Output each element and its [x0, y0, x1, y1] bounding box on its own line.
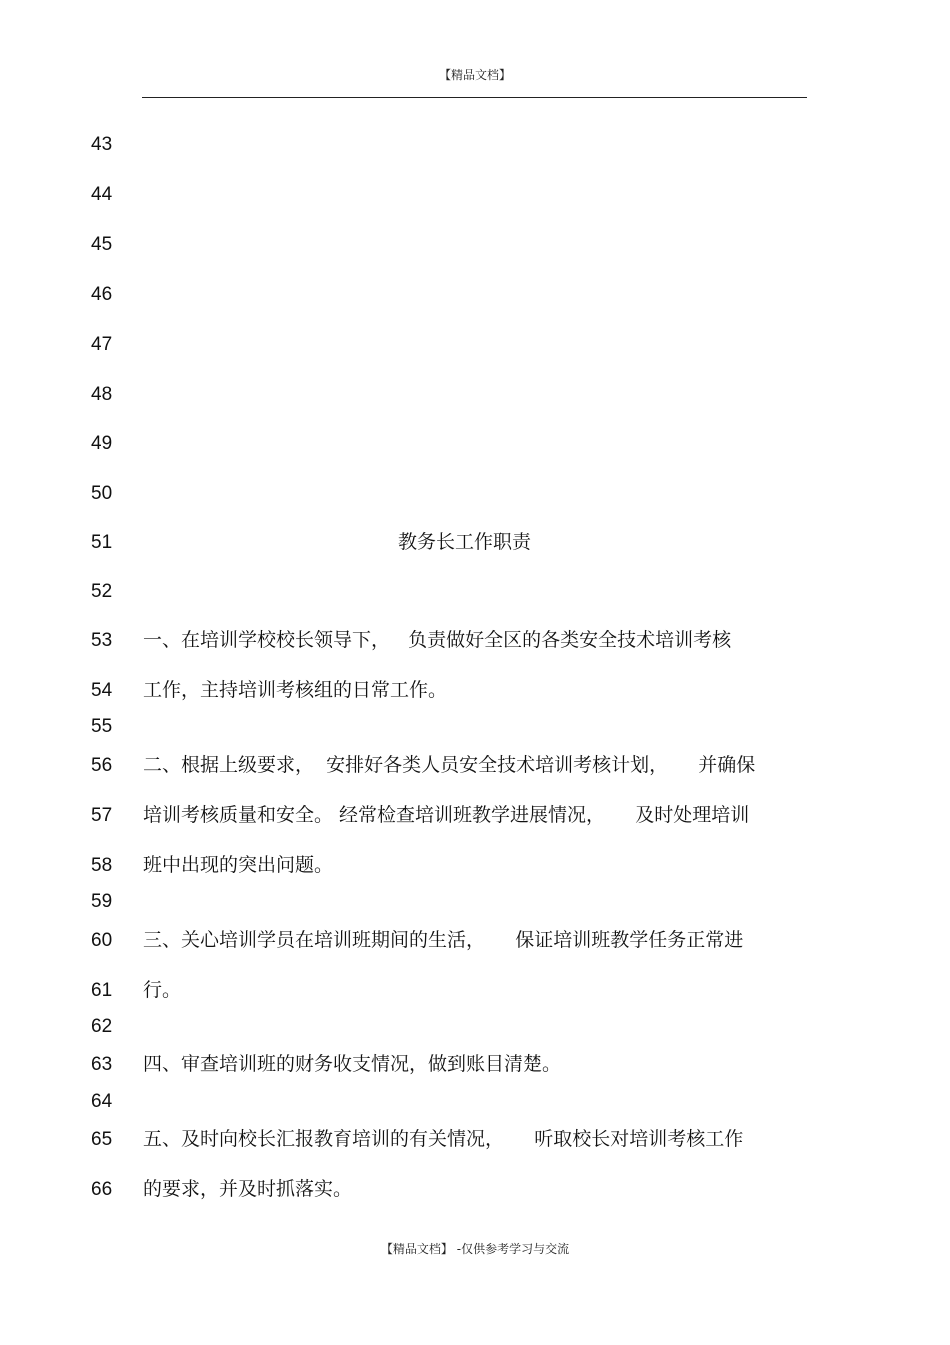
line-number: 47 [91, 334, 113, 355]
paragraph-2-line-1: 二、根据上级要求， 安排好各类人员安全技术培训考核计划， 并确保 [143, 754, 756, 776]
line-number: 43 [91, 134, 113, 155]
line-number: 46 [91, 284, 113, 305]
document-title: 教务长工作职责 [398, 531, 532, 553]
paragraph-1-line-1: 一、在培训学校校长领导下， 负责做好全区的各类安全技术培训考核 [143, 629, 732, 651]
line-number: 59 [91, 891, 113, 912]
header-divider [142, 97, 807, 98]
line-number: 44 [91, 184, 113, 205]
line-number: 58 [91, 855, 113, 876]
line-number: 45 [91, 234, 113, 255]
paragraph-2-line-2: 培训考核质量和安全。 经常检查培训班教学进展情况， 及时处理培训 [143, 804, 750, 826]
line-number: 63 [91, 1054, 113, 1075]
paragraph-1-line-2: 工作，主持培训考核组的日常工作。 [143, 679, 448, 701]
line-number: 62 [91, 1016, 113, 1037]
line-number: 49 [91, 433, 113, 454]
paragraph-3-line-1: 三、关心培训学员在培训班期间的生活， 保证培训班教学任务正常进 [143, 929, 744, 951]
line-number: 52 [91, 581, 113, 602]
page-footer: 【精品文档】 -仅供参考学习与交流 [380, 1242, 570, 1256]
line-number: 61 [91, 980, 113, 1001]
line-number: 51 [91, 532, 113, 553]
line-number: 57 [91, 805, 113, 826]
page-header: 【精品文档】 [438, 68, 511, 82]
line-number: 55 [91, 716, 113, 737]
line-number: 56 [91, 755, 113, 776]
line-number: 50 [91, 483, 113, 504]
paragraph-5-line-1: 五、及时向校长汇报教育培训的有关情况， 听取校长对培训考核工作 [143, 1128, 744, 1150]
paragraph-3-line-2: 行。 [143, 979, 182, 1001]
line-number: 64 [91, 1091, 113, 1112]
line-number: 48 [91, 384, 113, 405]
line-number: 65 [91, 1129, 113, 1150]
line-number: 60 [91, 930, 113, 951]
line-number: 53 [91, 630, 113, 651]
paragraph-5-line-2: 的要求，并及时抓落实。 [143, 1178, 353, 1200]
paragraph-2-line-3: 班中出现的突出问题。 [143, 854, 334, 876]
line-number: 54 [91, 680, 113, 701]
paragraph-4-line-1: 四、审查培训班的财务收支情况，做到账目清楚。 [143, 1053, 562, 1075]
line-number: 66 [91, 1179, 113, 1200]
